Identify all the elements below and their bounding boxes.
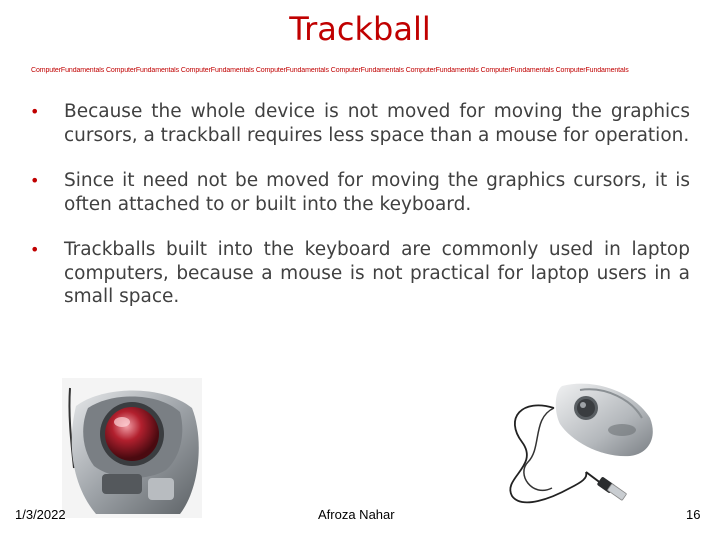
bullet-text: Because the whole device is not moved for moving the graphics cursors, a trackball requires less space than a mouse for operation. [64, 101, 690, 146]
bullet-dot-icon: • [30, 102, 40, 121]
bullet-dot-icon: • [30, 240, 40, 259]
trackball-mouse-image [62, 378, 202, 518]
slide-title: Trackball [289, 10, 431, 48]
watermark-text: ComputerFundamentals ComputerFundamentals ComputerFundamentals ComputerFundamentals ComputerFundamentals ComputerFundamentals ComputerFundamentals ComputerFundamentals [31, 67, 629, 74]
bullet-text: Since it need not be moved for moving the graphics cursors, it is often attached to or built into the keyboard. [64, 170, 690, 215]
usb-trackball-image [482, 378, 660, 523]
bullet-item [30, 100, 690, 147]
footer-author: Afroza Nahar [318, 507, 395, 522]
bullet-dot-icon: • [30, 171, 40, 190]
bullet-text: Trackballs built into the keyboard are commonly used in laptop computers, because a mouse is not practical for laptop users in a small space. [64, 239, 690, 307]
bullet-item [30, 238, 690, 309]
bullet-list [30, 100, 690, 331]
footer-date: 1/3/2022 [15, 507, 66, 522]
bullet-item [30, 169, 690, 216]
page-number: 16 [686, 507, 701, 522]
